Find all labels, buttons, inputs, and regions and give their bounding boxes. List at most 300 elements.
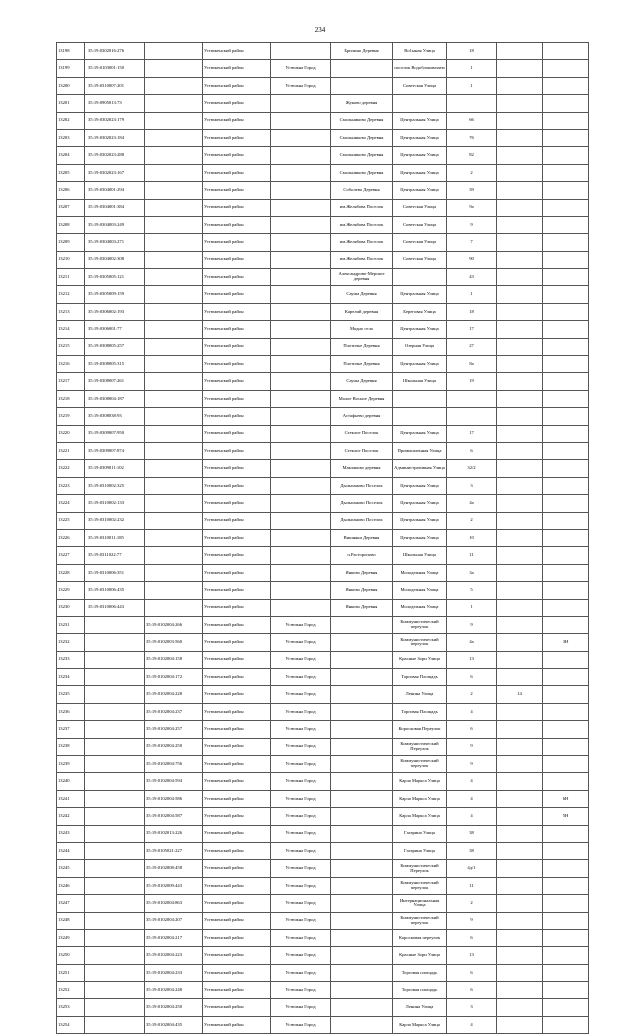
district-cell: Устюженский район (203, 199, 271, 216)
building-number-cell (497, 669, 543, 686)
room-number-cell (543, 964, 589, 981)
city-cell (271, 303, 331, 320)
row-number-cell: 13252 (57, 982, 85, 999)
district-cell: Устюженский район (203, 251, 271, 268)
cadastral-number-alt-cell (145, 460, 203, 477)
room-number-cell (543, 860, 589, 877)
row-number-cell: 13201 (57, 95, 85, 112)
room-number-cell (543, 947, 589, 964)
row-number-cell: 13223 (57, 477, 85, 494)
room-number-cell (543, 582, 589, 599)
cadastral-number-alt-cell (145, 234, 203, 251)
district-cell: Устюженский район (203, 425, 271, 442)
settlement-cell: им.Желябова Поселок (331, 216, 393, 233)
house-number-cell: 9 (447, 912, 497, 929)
settlement-cell: Вишняки Деревня (331, 529, 393, 546)
street-cell: Центральная Улица (393, 512, 447, 529)
house-number-cell: 13 (447, 651, 497, 668)
street-cell: Советская Улица (393, 199, 447, 216)
building-number-cell (497, 703, 543, 720)
street-cell: Центральная Улица (393, 129, 447, 146)
room-number-cell (543, 425, 589, 442)
district-cell: Устюженский район (203, 651, 271, 668)
city-cell (271, 356, 331, 373)
district-cell: Устюженский район (203, 95, 271, 112)
table-row (57, 356, 589, 373)
room-number-cell (543, 756, 589, 773)
house-number-cell: 66 (447, 112, 497, 129)
house-number-cell: 6 (447, 929, 497, 946)
city-cell: Устюжна Город (271, 60, 331, 77)
building-number-cell (497, 234, 543, 251)
settlement-cell: Карелий деревня (331, 303, 393, 320)
table-row (57, 721, 589, 738)
room-number-cell (543, 616, 589, 633)
district-cell: Устюженский район (203, 321, 271, 338)
settlement-cell: Брилино Деревня (331, 43, 393, 60)
street-cell: Молодежная Улица (393, 599, 447, 616)
room-number-cell (543, 895, 589, 912)
building-number-cell (497, 999, 543, 1016)
cadastral-number-alt-cell (145, 390, 203, 407)
room-number-cell (543, 651, 589, 668)
row-number-cell: 13233 (57, 651, 85, 668)
city-cell (271, 43, 331, 60)
room-number-cell (543, 982, 589, 999)
cadastral-number-cell: 35:19:0310011:185 (85, 529, 145, 546)
building-number-cell (497, 860, 543, 877)
room-number-cell (543, 442, 589, 459)
room-number-cell (543, 825, 589, 842)
district-cell: Устюженский район (203, 825, 271, 842)
cadastral-number-cell: 35:19:0302016:276 (85, 43, 145, 60)
table-row (57, 60, 589, 77)
room-number-cell (543, 912, 589, 929)
city-cell: Устюжна Город (271, 77, 331, 94)
city-cell (271, 564, 331, 581)
city-cell: Устюжна Город (271, 929, 331, 946)
row-number-cell: 13212 (57, 286, 85, 303)
city-cell: Устюжна Город (271, 808, 331, 825)
settlement-cell: Сауша Деревня (331, 286, 393, 303)
building-number-cell (497, 129, 543, 146)
settlement-cell (331, 77, 393, 94)
cadastral-number-cell (85, 686, 145, 703)
street-cell: Красные Зори Улица (393, 947, 447, 964)
room-number-cell (543, 512, 589, 529)
cadastral-number-alt-cell: 35:19:0102013:226 (145, 825, 203, 842)
building-number-cell (497, 634, 543, 651)
cadastral-number-alt-cell (145, 216, 203, 233)
street-cell: Ленина Улица (393, 999, 447, 1016)
cadastral-number-alt-cell (145, 442, 203, 459)
district-cell: Устюженский район (203, 564, 271, 581)
room-number-cell (543, 929, 589, 946)
settlement-cell (331, 634, 393, 651)
table-row (57, 686, 589, 703)
cadastral-number-alt-cell (145, 356, 203, 373)
room-number-cell (543, 460, 589, 477)
building-number-cell (497, 512, 543, 529)
cadastral-number-cell: 35:19:0310006:435 (85, 582, 145, 599)
cadastral-number-cell (85, 808, 145, 825)
city-cell: Устюжна Город (271, 703, 331, 720)
city-cell: Устюжна Город (271, 634, 331, 651)
house-number-cell: 76 (447, 129, 497, 146)
cadastral-number-alt-cell (145, 269, 203, 286)
cadastral-number-alt-cell (145, 199, 203, 216)
city-cell (271, 495, 331, 512)
street-cell: Молодежная Улица (393, 582, 447, 599)
cadastral-number-alt-cell (145, 129, 203, 146)
table-row (57, 147, 589, 164)
district-cell: Устюженский район (203, 129, 271, 146)
house-number-cell: 2 (447, 512, 497, 529)
building-number-cell (497, 269, 543, 286)
house-number-cell: 6 (447, 442, 497, 459)
row-number-cell: 13250 (57, 947, 85, 964)
room-number-cell (543, 495, 589, 512)
district-cell: Устюженский район (203, 947, 271, 964)
table-row (57, 408, 589, 425)
table-row (57, 216, 589, 233)
house-number-cell: 3 (447, 477, 497, 494)
city-cell (271, 251, 331, 268)
street-cell: Озерная Улица (393, 338, 447, 355)
room-number-cell (543, 773, 589, 790)
table-row (57, 269, 589, 286)
street-cell: Карла Маркса Улица (393, 790, 447, 807)
settlement-cell (331, 616, 393, 633)
room-number-cell (543, 269, 589, 286)
district-cell: Устюженский район (203, 721, 271, 738)
city-cell (271, 582, 331, 599)
cadastral-number-cell: 35:19:0304002:308 (85, 251, 145, 268)
settlement-cell (331, 912, 393, 929)
building-number-cell (497, 808, 543, 825)
page-number: 234 (314, 26, 326, 34)
room-number-cell (543, 164, 589, 181)
settlement-cell (331, 669, 393, 686)
room-number-cell (543, 390, 589, 407)
house-number-cell: 9 (447, 756, 497, 773)
city-cell (271, 599, 331, 616)
table-row (57, 634, 589, 651)
street-cell: Во1ыная Улица (393, 43, 447, 60)
house-number-cell: 6 (447, 982, 497, 999)
table-row (57, 495, 589, 512)
table-row (57, 808, 589, 825)
settlement-cell (331, 686, 393, 703)
cadastral-number-cell (85, 634, 145, 651)
cadastral-number-alt-cell: 35:19:0105021:227 (145, 842, 203, 859)
building-number-cell (497, 460, 543, 477)
building-number-cell (497, 599, 543, 616)
city-cell: Устюжна Город (271, 773, 331, 790)
district-cell: Устюженский район (203, 703, 271, 720)
settlement-cell: Дыльпаново Поселок (331, 512, 393, 529)
street-cell: Советская Улица (393, 216, 447, 233)
cadastral-number-alt-cell (145, 425, 203, 442)
street-cell: Промышленная Улица (393, 442, 447, 459)
room-number-cell (543, 234, 589, 251)
row-number-cell: 13225 (57, 512, 85, 529)
street-cell: Центральная Улица (393, 495, 447, 512)
building-number-cell (497, 877, 543, 894)
settlement-cell: Астафьево деревня (331, 408, 393, 425)
city-cell (271, 269, 331, 286)
row-number-cell: 13231 (57, 616, 85, 633)
cadastral-number-alt-cell (145, 582, 203, 599)
row-number-cell: 13214 (57, 321, 85, 338)
city-cell (271, 112, 331, 129)
cadastral-number-alt-cell: 35:19:0102004:250 (145, 738, 203, 755)
street-cell: Карла Маркса Улица (393, 773, 447, 790)
house-number-cell: 17 (447, 321, 497, 338)
building-number-cell (497, 547, 543, 564)
cadastral-number-cell: 35:19:0309011:102 (85, 460, 145, 477)
building-number-cell (497, 947, 543, 964)
cadastral-number-cell: 35:19:0309007:874 (85, 442, 145, 459)
house-number-cell (447, 408, 497, 425)
table-body (57, 43, 589, 1034)
row-number-cell: 13205 (57, 164, 85, 181)
row-number-cell: 13243 (57, 825, 85, 842)
room-number-cell (543, 703, 589, 720)
cadastral-number-alt-cell (145, 373, 203, 390)
house-number-cell: 32/2 (447, 460, 497, 477)
building-number-cell (497, 182, 543, 199)
house-number-cell: 4 (447, 790, 497, 807)
cadastral-number-cell: 35:19:0304003:271 (85, 234, 145, 251)
street-cell: Советская Улица (393, 234, 447, 251)
city-cell: Устюжна Город (271, 912, 331, 929)
city-cell (271, 338, 331, 355)
building-number-cell (497, 425, 543, 442)
street-cell: Торговая Площадь (393, 669, 447, 686)
building-number-cell (497, 442, 543, 459)
district-cell: Устюженский район (203, 147, 271, 164)
district-cell: Устюженский район (203, 547, 271, 564)
settlement-cell: Александрово-Мерское деревня (331, 269, 393, 286)
settlement-cell (331, 825, 393, 842)
street-cell: Центральная Улица (393, 321, 447, 338)
table-row (57, 338, 589, 355)
cadastral-number-alt-cell: 35:19:0102004:237 (145, 703, 203, 720)
street-cell: Центральная Улица (393, 286, 447, 303)
district-cell: Устюженский район (203, 43, 271, 60)
city-cell: Устюжна Город (271, 964, 331, 981)
street-cell: Коммунистический Переулок (393, 860, 447, 877)
house-number-cell: 39 (447, 182, 497, 199)
city-cell: Устюжна Город (271, 842, 331, 859)
settlement-cell (331, 947, 393, 964)
street-cell: Советская Улица (393, 77, 447, 94)
settlement-cell: Соболево Деревня (331, 182, 393, 199)
row-number-cell: 13207 (57, 199, 85, 216)
house-number-cell: 9а (447, 199, 497, 216)
district-cell: Устюженский район (203, 738, 271, 755)
cadastral-number-cell: 35:19:0310006:443 (85, 599, 145, 616)
street-cell: Торговая Площадь (393, 703, 447, 720)
house-number-cell: 11 (447, 877, 497, 894)
cadastral-number-cell (85, 669, 145, 686)
city-cell (271, 408, 331, 425)
building-number-cell (497, 982, 543, 999)
room-number-cell (543, 877, 589, 894)
row-number-cell: 13236 (57, 703, 85, 720)
settlement-cell: Дыльпаново Поселок (331, 477, 393, 494)
cadastral-number-cell (85, 999, 145, 1016)
settlement-cell (331, 964, 393, 981)
row-number-cell: 13213 (57, 303, 85, 320)
room-number-cell (543, 408, 589, 425)
house-number-cell: 2 (447, 686, 497, 703)
settlement-cell: Плотичье Деревня (331, 338, 393, 355)
street-cell: Центральная Улица (393, 477, 447, 494)
house-number-cell: 3а (447, 564, 497, 581)
street-cell: Береговая Улица (393, 303, 447, 320)
row-number-cell: 13220 (57, 425, 85, 442)
district-cell: Устюженский район (203, 303, 271, 320)
district-cell: Устюженский район (203, 495, 271, 512)
building-number-cell (497, 929, 543, 946)
room-number-cell (543, 251, 589, 268)
building-number-cell (497, 495, 543, 512)
house-number-cell: 8а (447, 356, 497, 373)
district-cell: Устюженский район (203, 164, 271, 181)
district-cell: Устюженский район (203, 182, 271, 199)
room-number-cell (543, 564, 589, 581)
house-number-cell: 1 (447, 77, 497, 94)
table-row (57, 999, 589, 1016)
city-cell (271, 477, 331, 494)
cadastral-number-alt-cell: 35:19:0102004:586 (145, 790, 203, 807)
cadastral-number-cell (85, 651, 145, 668)
house-number-cell: 13 (447, 947, 497, 964)
table-row (57, 199, 589, 216)
table-row (57, 929, 589, 946)
building-number-cell (497, 825, 543, 842)
district-cell: Устюженский район (203, 390, 271, 407)
building-number-cell (497, 651, 543, 668)
settlement-cell: Янково Деревня (331, 564, 393, 581)
settlement-cell: Янково Деревня (331, 582, 393, 599)
house-number-cell: 18 (447, 303, 497, 320)
house-number-cell: 7 (447, 234, 497, 251)
city-cell (271, 147, 331, 164)
table-row (57, 877, 589, 894)
cadastral-number-cell (85, 929, 145, 946)
cadastral-number-cell (85, 703, 145, 720)
room-number-cell (543, 738, 589, 755)
city-cell: Устюжна Город (271, 756, 331, 773)
table-row (57, 773, 589, 790)
room-number-cell (543, 529, 589, 546)
building-number-cell (497, 216, 543, 233)
row-number-cell: 13203 (57, 129, 85, 146)
building-number-cell (497, 60, 543, 77)
building-number-cell (497, 564, 543, 581)
street-cell: Центральная Улица (393, 164, 447, 181)
house-number-cell: 6 (447, 721, 497, 738)
city-cell: Устюжна Город (271, 947, 331, 964)
building-number-cell (497, 147, 543, 164)
district-cell: Устюженский район (203, 860, 271, 877)
cadastral-number-cell: 35:19:0103001:150 (85, 60, 145, 77)
building-number-cell (497, 373, 543, 390)
cadastral-number-cell: 35:19:0310002:133 (85, 495, 145, 512)
district-cell: Устюженский район (203, 669, 271, 686)
cadastral-number-cell: 35:19:0310007:201 (85, 77, 145, 94)
settlement-cell: Малое Восное Деревня (331, 390, 393, 407)
building-number-cell (497, 95, 543, 112)
street-cell (393, 269, 447, 286)
row-number-cell: 13242 (57, 808, 85, 825)
city-cell: Устюжна Город (271, 982, 331, 999)
table-row (57, 442, 589, 459)
city-cell: Устюжна Город (271, 616, 331, 633)
city-cell: Устюжна Город (271, 686, 331, 703)
room-number-cell (543, 77, 589, 94)
room-number-cell (543, 112, 589, 129)
cadastral-number-alt-cell (145, 112, 203, 129)
table-row (57, 964, 589, 981)
street-cell: Красные Зори Улица (393, 651, 447, 668)
district-cell: Устюженский район (203, 756, 271, 773)
settlement-cell: Модно село (331, 321, 393, 338)
table-row (57, 43, 589, 60)
cadastral-number-alt-cell (145, 286, 203, 303)
settlement-cell (331, 790, 393, 807)
house-number-cell: 9 (447, 616, 497, 633)
cadastral-number-cell: 35:19:0311022:77 (85, 547, 145, 564)
street-cell: Карла Маркса Улица (393, 1016, 447, 1033)
settlement-cell (331, 877, 393, 894)
settlement-cell (331, 721, 393, 738)
row-number-cell: 13249 (57, 929, 85, 946)
house-number-cell: 3 (447, 999, 497, 1016)
cadastral-number-alt-cell (145, 512, 203, 529)
street-cell: Карла Маркса Улица (393, 808, 447, 825)
city-cell (271, 164, 331, 181)
cadastral-number-cell: 35:19:0308005:315 (85, 356, 145, 373)
city-cell: Устюжна Город (271, 651, 331, 668)
cadastral-number-alt-cell (145, 164, 203, 181)
room-number-cell: 6Н (543, 790, 589, 807)
street-cell: Коммунистический переулок (393, 877, 447, 894)
cadastral-number-alt-cell (145, 408, 203, 425)
building-number-cell: 14 (497, 686, 543, 703)
street-cell: поселок Водоблонимзаем (393, 60, 447, 77)
table-row (57, 912, 589, 929)
building-number-cell (497, 199, 543, 216)
cadastral-number-cell (85, 790, 145, 807)
house-number-cell: 38 (447, 825, 497, 842)
row-number-cell: 13211 (57, 269, 85, 286)
row-number-cell: 13251 (57, 964, 85, 981)
house-number-cell: 18 (447, 43, 497, 60)
row-number-cell: 13239 (57, 756, 85, 773)
cadastral-number-alt-cell (145, 495, 203, 512)
cadastral-number-alt-cell (145, 303, 203, 320)
city-cell (271, 425, 331, 442)
row-number-cell: 13228 (57, 564, 85, 581)
settlement-cell: Жуково деревня (331, 95, 393, 112)
cadastral-number-alt-cell: 35:19:0102004:266 (145, 616, 203, 633)
street-cell: Коммунистический переулок (393, 634, 447, 651)
settlement-cell: им.Желябова Поселок (331, 199, 393, 216)
